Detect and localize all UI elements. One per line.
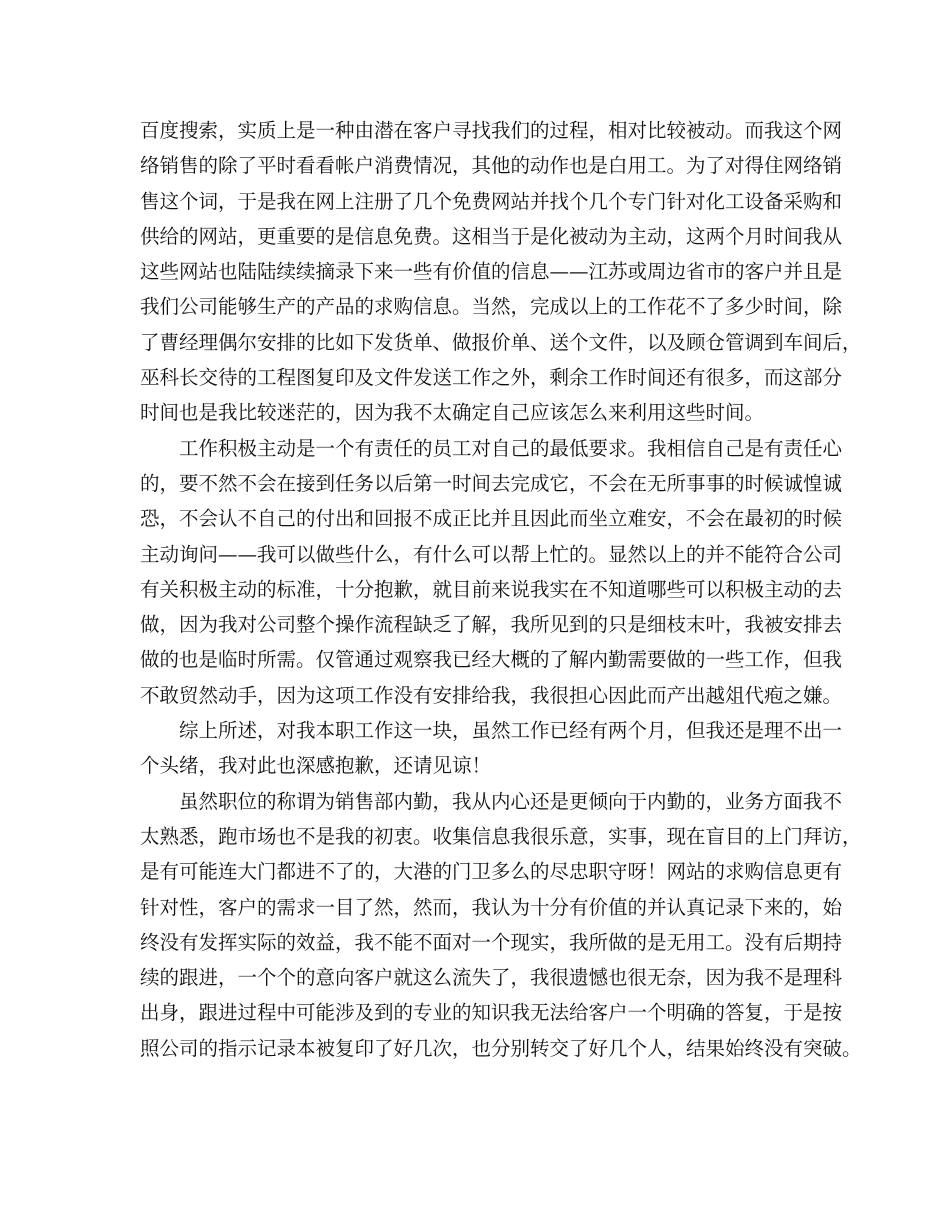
text-line: 这些网站也陆陆续续摘录下来一些有价值的信息——江苏或周边省市的客户并且是 bbox=[140, 260, 843, 284]
text-line: 有关积极主动的标准，十分抱歉，就目前来说我实在不知道哪些可以积极主动的去 bbox=[140, 577, 843, 601]
text-line: 主动询问——我可以做些什么，有什么可以帮上忙的。显然以上的并不能符合公司 bbox=[140, 542, 843, 566]
text-line: 出身，跟进过程中可能涉及到的专业的知识我无法给客户一个明确的答复，于是按 bbox=[140, 1001, 843, 1025]
text-line: 太熟悉，跑市场也不是我的初衷。收集信息我很乐意，实事，现在盲目的上门拜访， bbox=[140, 824, 862, 848]
text-line: 恐，不会认不自己的付出和回报不成正比并且因此而坐立难安，不会在最初的时候 bbox=[140, 507, 843, 531]
text-line: 供给的网站，更重要的是信息免费。这相当于是化被动为主动，这两个月时间我从 bbox=[140, 224, 843, 248]
body-text bbox=[140, 113, 862, 1066]
text-line: 了曹经理偶尔安排的比如下发货单、做报价单、送个文件，以及顾仓管调到车间后， bbox=[140, 330, 862, 354]
text-line: 个头绪，我对此也深感抱歉，还请见谅！ bbox=[140, 754, 492, 778]
text-line: 的，要不然不会在接到任务以后第一时间去完成它，不会在无所事事的时候诚惶诚 bbox=[140, 471, 843, 495]
text-line: 做，因为我对公司整个操作流程缺乏了解，我所见到的只是细枝末叶，我被安排去 bbox=[140, 613, 843, 637]
text-line: 终没有发挥实际的效益，我不能不面对一个现实，我所做的是无用工。没有后期持 bbox=[140, 930, 843, 954]
text-line: 做的也是临时所需。仅管通过观察我已经大概的了解内勤需要做的一些工作，但我 bbox=[140, 648, 843, 672]
text-line: 时间也是我比较迷茫的，因为我不太确定自己应该怎么来利用这些时间。 bbox=[140, 401, 765, 425]
text-line: 综上所述，对我本职工作这一块，虽然工作已经有两个月，但我还是理不出一 bbox=[140, 719, 843, 743]
text-line: 我们公司能够生产的产品的求购信息。当然，完成以上的工作花不了多少时间，除 bbox=[140, 295, 843, 319]
text-line: 照公司的指示记录本被复印了好几次，也分别转交了好几个人，结果始终没有突破。 bbox=[140, 1036, 862, 1060]
text-line: 针对性，客户的需求一目了然，然而，我认为十分有价值的并认真记录下来的，始 bbox=[140, 895, 843, 919]
text-line: 虽然职位的称谓为销售部内勤，我从内心还是更倾向于内勤的，业务方面我不 bbox=[140, 789, 843, 813]
text-line: 巫科长交待的工程图复印及文件发送工作之外，剩余工作时间还有很多，而这部分 bbox=[140, 366, 843, 390]
text-line: 售这个词，于是我在网上注册了几个免费网站并找个几个专门针对化工设备采购和 bbox=[140, 189, 843, 213]
text-line: 不敢贸然动手，因为这项工作没有安排给我，我很担心因此而产出越俎代疱之嫌。 bbox=[140, 683, 843, 707]
text-line: 百度搜索，实质上是一种由潜在客户寻找我们的过程，相对比较被动。而我这个网 bbox=[140, 119, 843, 142]
text-line: 络销售的除了平时看看帐户消费情况，其他的动作也是白用工。为了对得住网络销 bbox=[140, 154, 843, 178]
text-line: 续的跟进，一个个的意向客户就这么流失了，我很遗憾也很无奈，因为我不是理科 bbox=[140, 966, 843, 990]
text-line: 是有可能连大门都进不了的，大港的门卫多么的尽忠职守呀！网站的求购信息更有 bbox=[140, 860, 843, 884]
text-line: 工作积极主动是一个有责任的员工对自己的最低要求。我相信自己是有责任心 bbox=[140, 436, 843, 460]
